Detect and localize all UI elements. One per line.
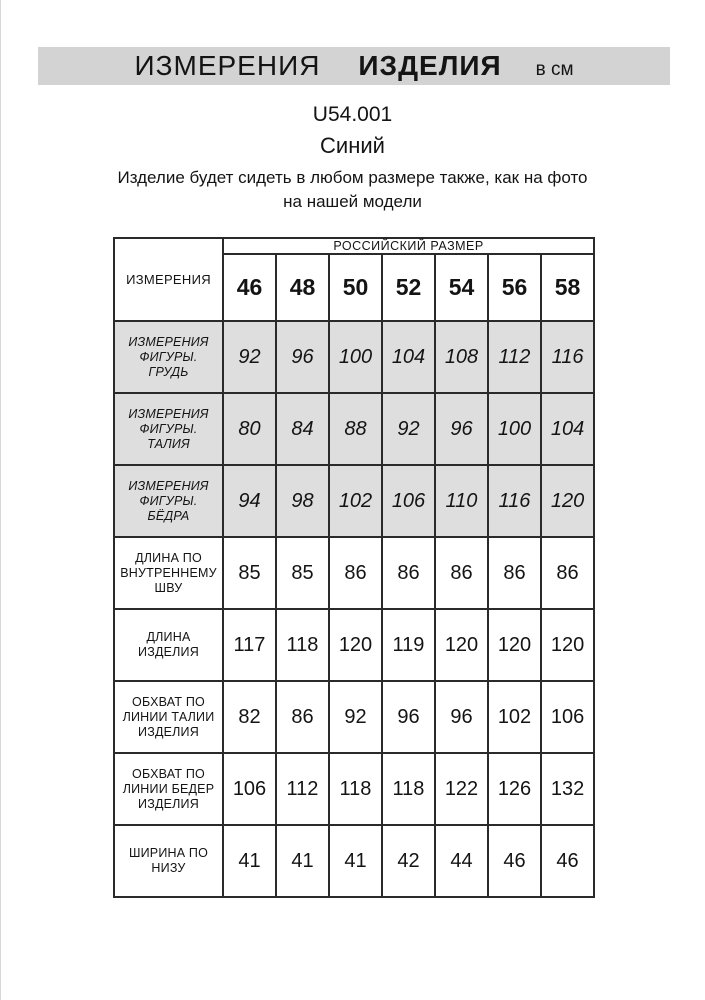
cell-value: 84 bbox=[276, 393, 329, 465]
table-row-figure-waist bbox=[114, 393, 594, 465]
cell-value: 119 bbox=[382, 609, 435, 681]
cell-value: 86 bbox=[329, 537, 382, 609]
cell-value: 41 bbox=[329, 825, 382, 897]
cell-value: 112 bbox=[488, 321, 541, 393]
cell-value: 118 bbox=[329, 753, 382, 825]
cell-value: 82 bbox=[223, 681, 276, 753]
size-header-52: 52 bbox=[382, 254, 435, 321]
cell-value: 41 bbox=[223, 825, 276, 897]
cell-value: 92 bbox=[382, 393, 435, 465]
table-row-product-length bbox=[114, 609, 594, 681]
cell-value: 44 bbox=[435, 825, 488, 897]
row-label: ИЗМЕРЕНИЯ ФИГУРЫ. ГРУДЬ bbox=[114, 321, 223, 393]
cell-value: 92 bbox=[223, 321, 276, 393]
cell-value: 116 bbox=[541, 321, 594, 393]
cell-value: 85 bbox=[276, 537, 329, 609]
table-group-header-row bbox=[114, 238, 594, 254]
row-label: ИЗМЕРЕНИЯ ФИГУРЫ. БЁДРА bbox=[114, 465, 223, 537]
cell-value: 86 bbox=[488, 537, 541, 609]
cell-value: 86 bbox=[276, 681, 329, 753]
table-row-figure-chest bbox=[114, 321, 594, 393]
fit-note-text: Изделие будет сидеть в любом размере также, как на фото на нашей модели bbox=[117, 168, 588, 211]
cell-value: 102 bbox=[488, 681, 541, 753]
cell-value: 118 bbox=[382, 753, 435, 825]
cell-value: 41 bbox=[276, 825, 329, 897]
size-header-54: 54 bbox=[435, 254, 488, 321]
table-row-inseam-length bbox=[114, 537, 594, 609]
title-unit-cm: в см bbox=[535, 59, 574, 80]
cell-value: 80 bbox=[223, 393, 276, 465]
table-row-bottom-width bbox=[114, 825, 594, 897]
size-header-48: 48 bbox=[276, 254, 329, 321]
cell-value: 116 bbox=[488, 465, 541, 537]
cell-value: 120 bbox=[541, 465, 594, 537]
table-row-product-hip-girth bbox=[114, 753, 594, 825]
cell-value: 96 bbox=[276, 321, 329, 393]
cell-value: 88 bbox=[329, 393, 382, 465]
table-row-figure-hips bbox=[114, 465, 594, 537]
cell-value: 46 bbox=[488, 825, 541, 897]
cell-value: 96 bbox=[435, 681, 488, 753]
product-article-code: U54.001 bbox=[312, 103, 393, 126]
cell-value: 106 bbox=[541, 681, 594, 753]
size-header-56: 56 bbox=[488, 254, 541, 321]
cell-value: 117 bbox=[223, 609, 276, 681]
cell-value: 46 bbox=[541, 825, 594, 897]
cell-value: 110 bbox=[435, 465, 488, 537]
cell-value: 100 bbox=[329, 321, 382, 393]
cell-value: 86 bbox=[382, 537, 435, 609]
group-header-russian-size: РОССИЙСКИЙ РАЗМЕР bbox=[223, 238, 594, 254]
cell-value: 126 bbox=[488, 753, 541, 825]
cell-value: 112 bbox=[276, 753, 329, 825]
cell-value: 102 bbox=[329, 465, 382, 537]
cell-value: 104 bbox=[382, 321, 435, 393]
size-header-58: 58 bbox=[541, 254, 594, 321]
row-label: ДЛИНА ПО ВНУТРЕННЕМУ ШВУ bbox=[114, 537, 223, 609]
cell-value: 104 bbox=[541, 393, 594, 465]
cell-value: 86 bbox=[435, 537, 488, 609]
cell-value: 96 bbox=[435, 393, 488, 465]
corner-header-measurements: ИЗМЕРЕНИЯ bbox=[114, 238, 223, 321]
title-word-product: ИЗДЕЛИЯ bbox=[358, 50, 502, 81]
row-label: ОБХВАТ ПО ЛИНИИ БЕДЕР ИЗДЕЛИЯ bbox=[114, 753, 223, 825]
cell-value: 42 bbox=[382, 825, 435, 897]
cell-value: 120 bbox=[488, 609, 541, 681]
cell-value: 120 bbox=[329, 609, 382, 681]
cell-value: 86 bbox=[541, 537, 594, 609]
cell-value: 94 bbox=[223, 465, 276, 537]
cell-value: 132 bbox=[541, 753, 594, 825]
cell-value: 96 bbox=[382, 681, 435, 753]
table-row-product-waist-girth bbox=[114, 681, 594, 753]
cell-value: 98 bbox=[276, 465, 329, 537]
cell-value: 106 bbox=[223, 753, 276, 825]
cell-value: 106 bbox=[382, 465, 435, 537]
cell-value: 85 bbox=[223, 537, 276, 609]
product-color: Синий bbox=[320, 133, 385, 158]
cell-value: 100 bbox=[488, 393, 541, 465]
size-measurements-table bbox=[113, 237, 595, 898]
cell-value: 120 bbox=[435, 609, 488, 681]
size-header-46: 46 bbox=[223, 254, 276, 321]
row-label: ИЗМЕРЕНИЯ ФИГУРЫ. ТАЛИЯ bbox=[114, 393, 223, 465]
title-word-measurements: ИЗМЕРЕНИЯ bbox=[134, 50, 321, 81]
cell-value: 122 bbox=[435, 753, 488, 825]
title-banner bbox=[38, 47, 670, 85]
cell-value: 108 bbox=[435, 321, 488, 393]
row-label: ОБХВАТ ПО ЛИНИИ ТАЛИИ ИЗДЕЛИЯ bbox=[114, 681, 223, 753]
row-label: ДЛИНА ИЗДЕЛИЯ bbox=[114, 609, 223, 681]
row-label: ШИРИНА ПО НИЗУ bbox=[114, 825, 223, 897]
cell-value: 120 bbox=[541, 609, 594, 681]
size-header-50: 50 bbox=[329, 254, 382, 321]
cell-value: 92 bbox=[329, 681, 382, 753]
cell-value: 118 bbox=[276, 609, 329, 681]
